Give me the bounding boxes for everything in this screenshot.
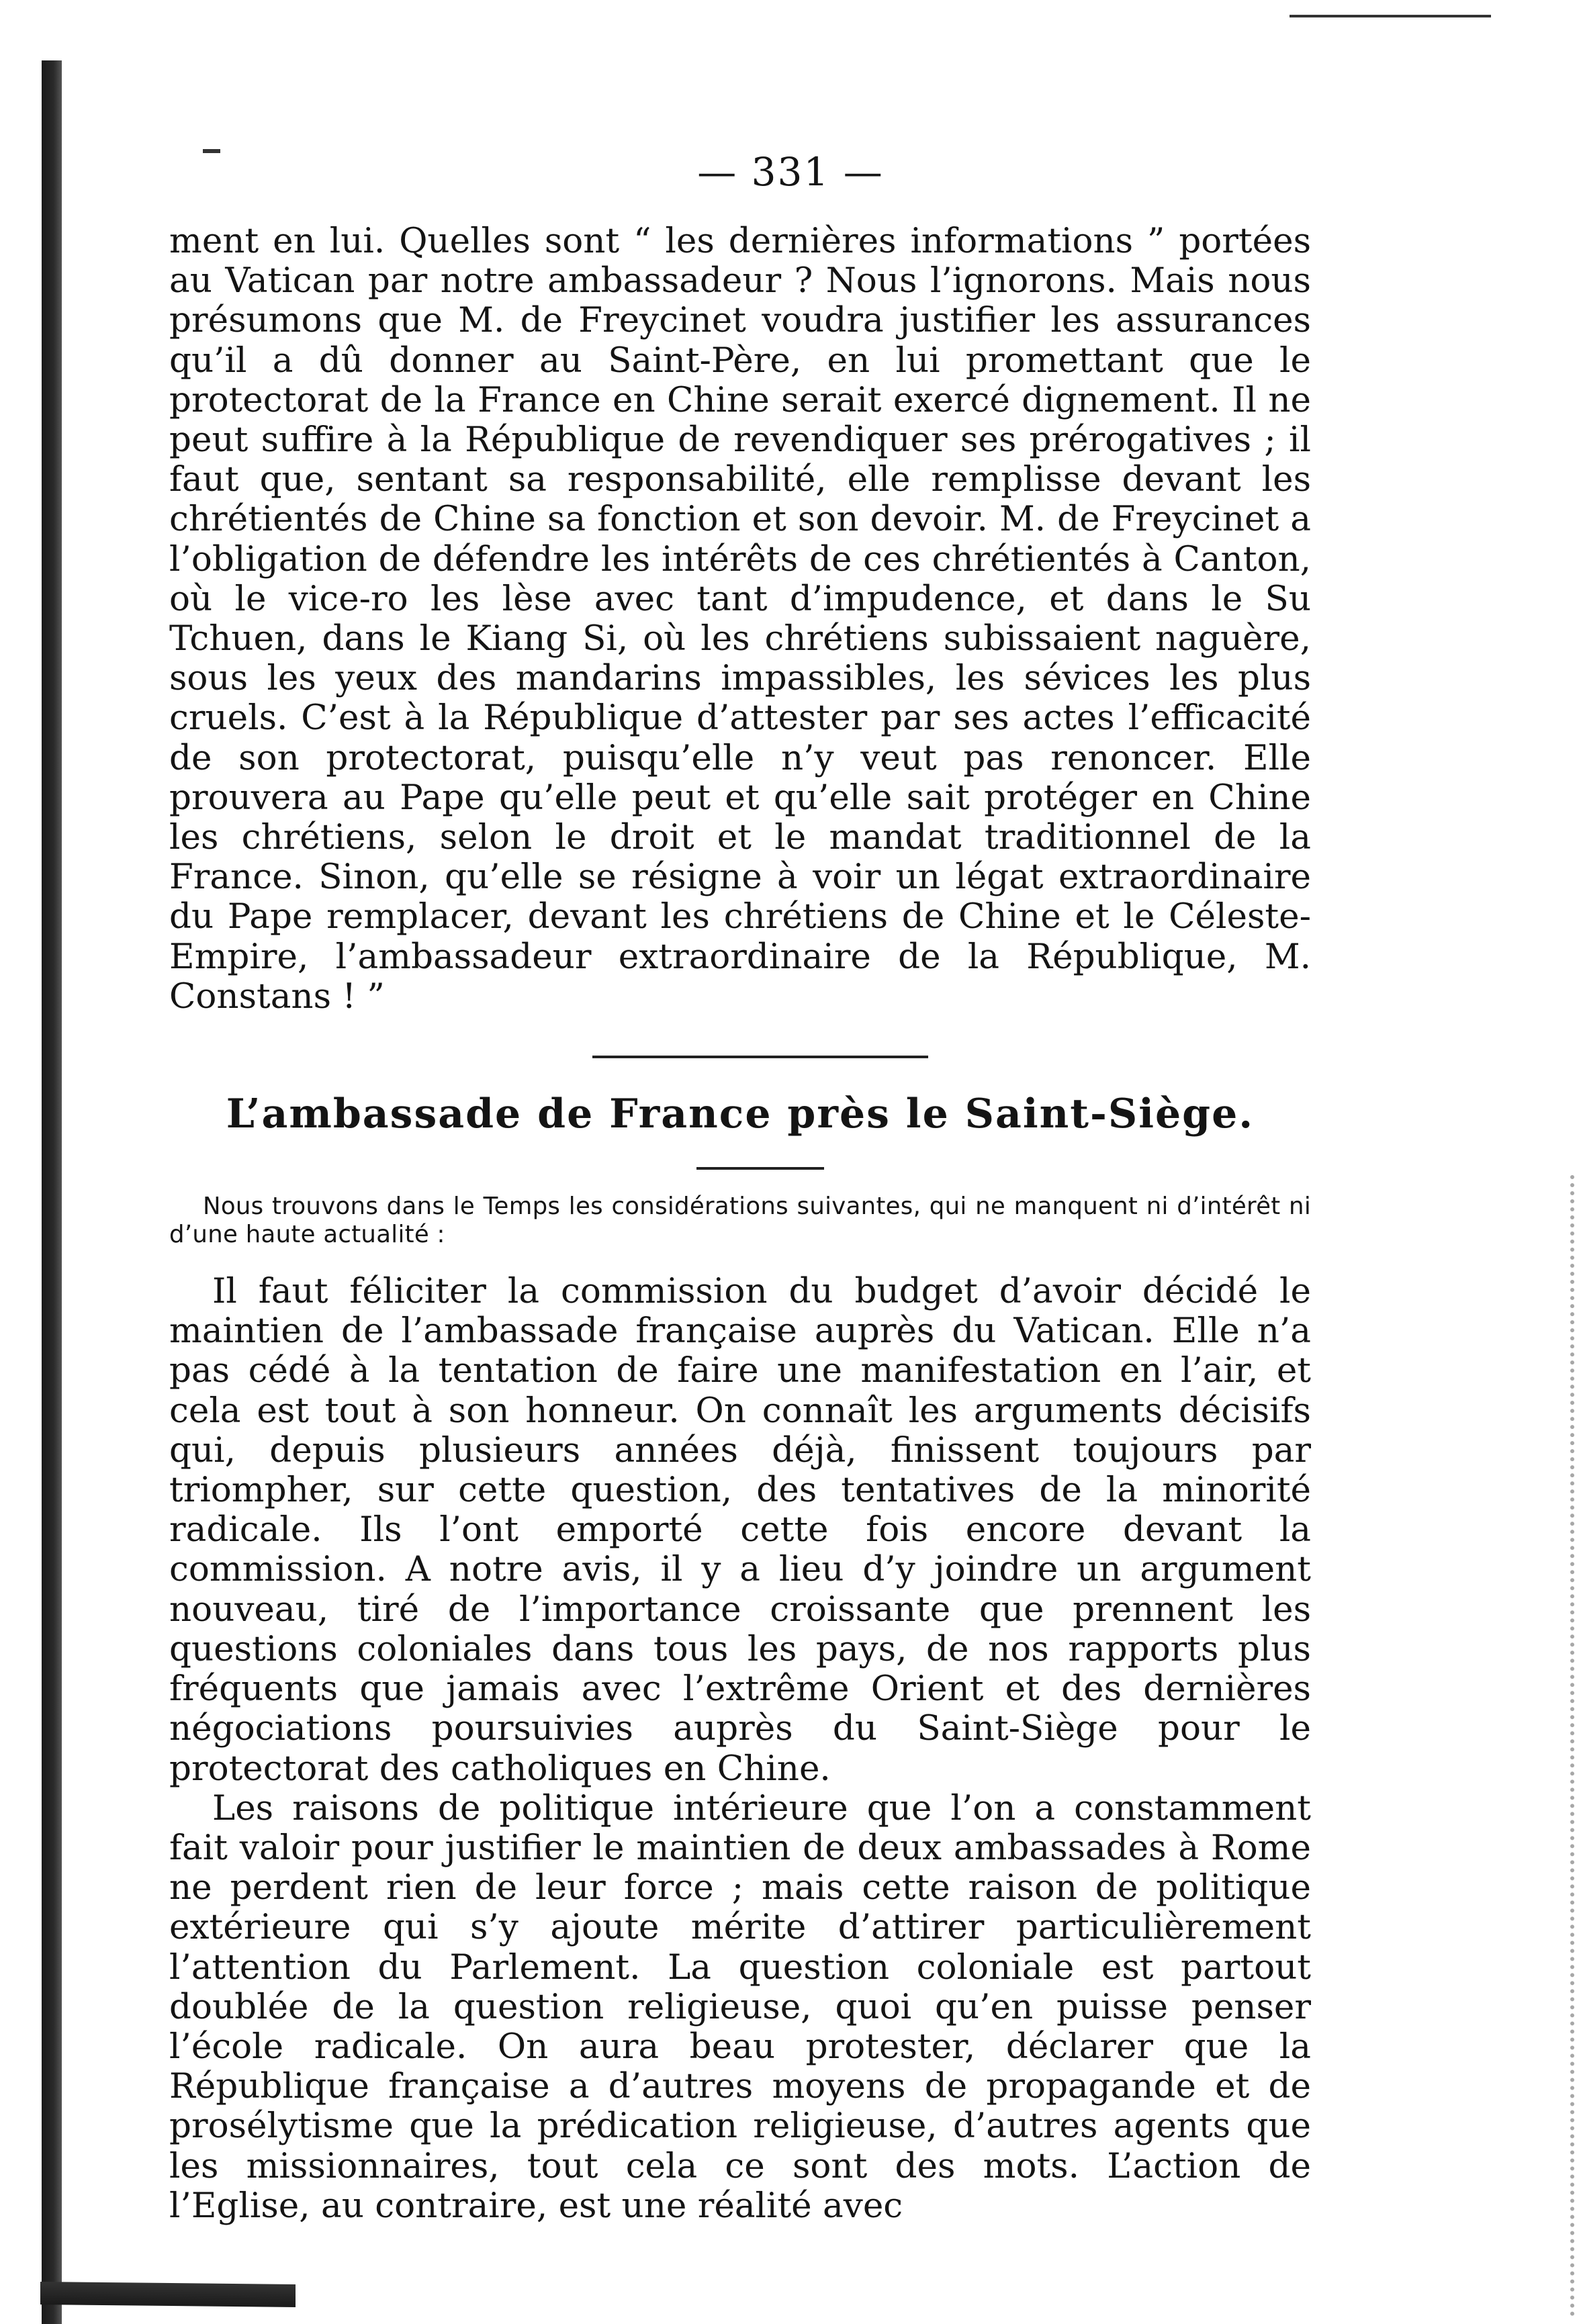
section-title: L’ambassade de France près le Saint-Siège. — [226, 1090, 1255, 1138]
section-intro: Nous trouvons dans le Temps les considérations suivantes, qui ne manquent ni d’intérêt ni d’une haute actualité : — [169, 1193, 1311, 1249]
article-paragraph-2: Les raisons de politique intérieure que l’on a constamment fait valoir pour justifier le maintien de deux ambassades à Rome ne perdent rien de leur force ; mais cette raison de politique extérieure qui s’y ajoute mérite d’attirer particulièrement l’attention du Parlement. La question coloniale est partout doublée de la question religieuse, quoi qu’en puisse penser l’école radicale. On aura beau protester, déclarer que la République française a d’autres moyens de propagande et de prosélytisme que la prédication religieuse, d’autres agents que les missionnaires, tout cela ce sont des mots. L’action de l’Eglise, au contraire, est une réalité avec — [169, 1787, 1311, 2226]
article-paragraph-1: Il faut féliciter la commission du budget d’avoir décidé le maintien de l’ambassade française auprès du Vatican. Elle n’a pas cédé à la tentation de faire une manifestation en l’air, et cela est tout à son honneur. On connaît les arguments décisifs qui, depuis plusieurs années déjà, finissent toujours par triompher, sur cette question, des tentatives de la minorité radicale. Ils l’ont emporté cette fois encore devant la commission. A notre avis, il y a lieu d’y joindre un argument nouveau, tiré de l’importance croissante que prennent les questions coloniales dans tous les pays, de nos rapports plus fréquents que jamais avec l’extrême Orient et des dernières négociations poursuivies auprès du Saint-Siège pour le protectorat des catholiques en Chine. — [169, 1271, 1311, 1789]
section-divider — [592, 1056, 928, 1058]
article-body — [169, 1272, 1311, 2226]
page-number: — 331 — — [697, 149, 884, 195]
scan-edge-shadow — [42, 60, 62, 2324]
scan-top-mark — [1290, 15, 1491, 17]
text-column — [169, 222, 1311, 2226]
scan-right-noise — [1530, 1175, 1574, 2317]
continuation-paragraph: ment en lui. Quelles sont “ les dernières informations ” portées au Vatican par notre ambassadeur ? Nous l’ignorons. Mais nous présumons que M. de Freycinet voudra justifier les assurances qu’il a dû donner au Saint-Père, en lui promettant que le protectorat de la France en Chine serait exercé dignement. Il ne peut suffire à la République de revendiquer ses prérogatives ; il faut que, sentant sa responsabilité, elle remplisse devant les chrétientés de Chine sa fonction et son devoir. M. de Freycinet a l’obligation de défendre les intérêts de ces chrétientés à Canton, où le vice-ro les lèse avec tant d’impudence, et dans le Su Tchuen, dans le Kiang Si, où les chrétiens subissaient naguère, sous les yeux des mandarins impassibles, les sévices les plus cruels. C’est à la République d’attester par ses actes l’efficacité de son protectorat, puisqu’elle n’y veut pas renoncer. Elle prouvera au Pape qu’elle peut et qu’elle sait protéger en Chine les chrétiens, selon le droit et le mandat traditionnel de la France. Sinon, qu’elle se résigne à voir un légat extraordinaire du Pape remplacer, devant les chrétiens de Chine et le Céleste-Empire, l’ambassadeur extraordinaire de la République, M. Constans ! ” — [169, 221, 1311, 1017]
scan-bottom-shadow — [40, 2282, 296, 2307]
title-divider — [696, 1167, 824, 1170]
